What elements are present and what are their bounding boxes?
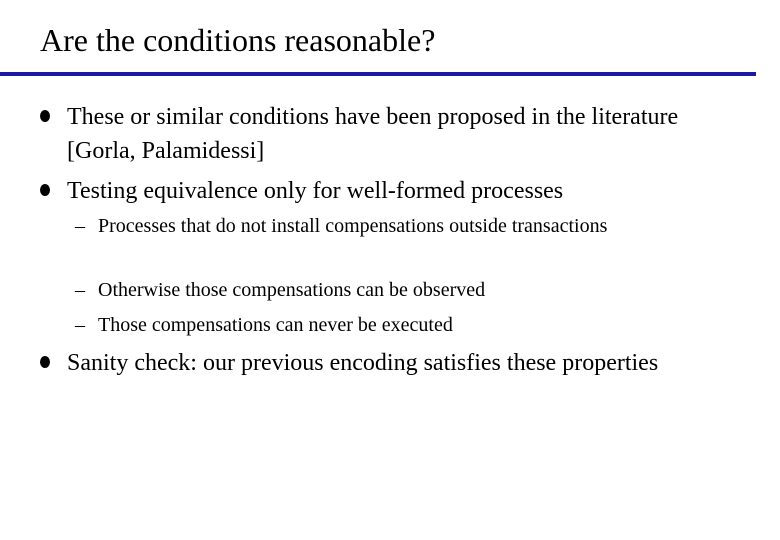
sub-bullet-text: Those compensations can never be executed [98,314,453,336]
bullet-item [40,174,740,208]
dash-marker: – [75,279,85,301]
title-divider [0,72,756,76]
bullet-text: Sanity check: our previous encoding satisfies these properties [67,350,659,376]
bullet-item [40,100,740,170]
bullet-dot-icon [40,184,50,196]
sub-bullet-text: Otherwise those compensations can be observed [98,279,486,301]
bullet-text: Testing equivalence only for well-formed processes [67,178,564,204]
dash-marker: – [75,314,85,336]
bullet-dot-icon [40,110,50,122]
dash-marker: – [75,215,85,237]
sub-bullet-item [75,276,695,305]
slide-title: Are the conditions reasonable? [40,22,436,58]
bullet-item [40,346,740,416]
sub-bullet-item [75,212,695,270]
sub-bullet-text: Processes that do not install compensations outside transactions [98,215,608,237]
bullet-text: These or similar conditions have been proposed in the literature [Gorla, Palamidessi] [67,104,679,164]
sub-bullet-item [75,311,695,340]
bullet-dot-icon [40,356,50,368]
